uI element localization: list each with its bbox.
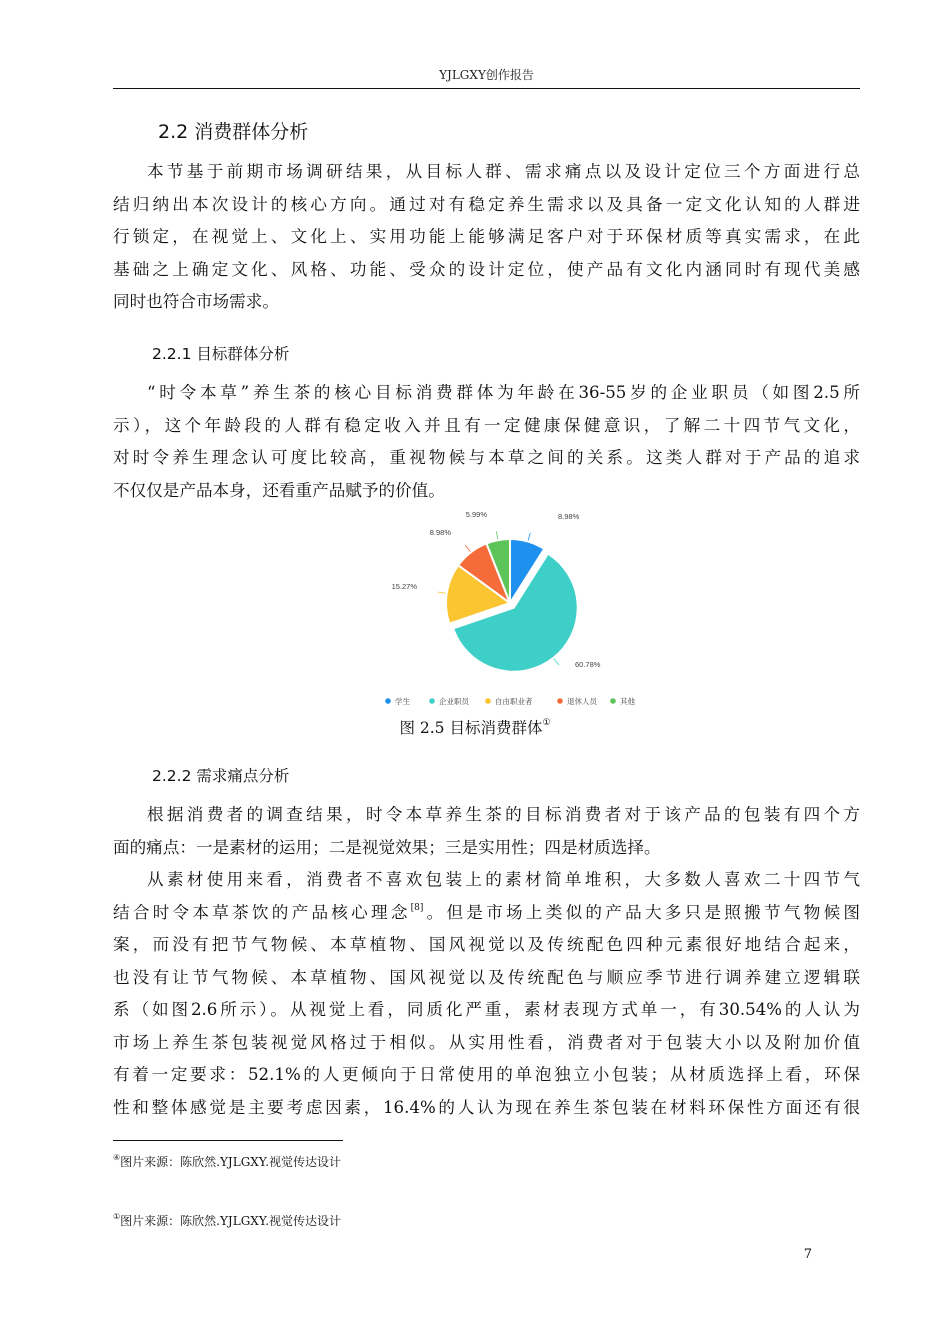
text-line: 本节基于前期市场调研结果，从目标人群、需求痛点以及设计定位三个方面进行总 <box>147 162 860 181</box>
text-line: 基础之上确定文化、风格、功能、受众的设计定位，使产品有文化内涵同时有现代美感 <box>113 259 860 279</box>
footnote-divider <box>113 1140 343 1141</box>
citation-ref: [8] <box>410 902 424 913</box>
text-line: 也没有让节气物候、本草植物、国风视觉以及传统配色与顺应季节进行调养建立逻辑联 <box>113 967 860 987</box>
text-line: 性和整体感觉是主要考虑因素，16.4%的人认为现在养生茶包装在材料环保性方面还有很 <box>113 1097 860 1117</box>
legend-swatch <box>385 698 391 704</box>
page-header: YJLGXY创作报告 <box>439 68 534 82</box>
pie-leader-line <box>554 659 559 665</box>
figure-caption-mark: ① <box>542 718 551 728</box>
text-line: 有着一定要求：52.1%的人更倾向于日常使用的单泡独立小包装；从材质选择上看，环保 <box>113 1065 860 1084</box>
section-intro-paragraph <box>113 156 860 319</box>
footnote <box>113 1153 341 1170</box>
pain-points-paragraph-1 <box>113 799 860 864</box>
pain-points-paragraph-2 <box>113 864 860 1124</box>
text-line: 结归纳出本次设计的核心方向。通过对有稳定养生需求以及具备一定文化认知的人群进 <box>113 194 860 214</box>
footnote <box>113 1212 341 1229</box>
legend-label: 退休人员 <box>567 697 597 706</box>
text-segment: 。但是市场上类似的产品大多只是照搬节气物候图 <box>423 902 860 922</box>
pie-data-label: 15.27% <box>391 582 417 591</box>
legend-label: 自由职业者 <box>495 697 533 706</box>
legend-swatch <box>610 698 616 704</box>
pie-leader-line <box>438 592 446 593</box>
pie-data-label: 8.98% <box>429 528 451 537</box>
pie-leader-line <box>496 531 497 539</box>
subsection-title-pain-points: 2.2.2 需求痛点分析 <box>152 767 290 785</box>
page-number: 7 <box>803 1247 812 1262</box>
text-line: 系（如图2.6所示）。从视觉上看，同质化严重，素材表现方式单一，有30.54%的人认为 <box>113 1000 860 1019</box>
text-line: 对时令养生理念认可度比较高，重视物候与本草之间的关系。这类人群对于产品的追求 <box>113 448 860 467</box>
legend-label: 学生 <box>395 697 410 706</box>
footnote-mark: ④ <box>113 1153 121 1162</box>
section-title: 2.2 消费群体分析 <box>158 121 309 143</box>
text-line: 案，而没有把节气物候、本草植物、国风视觉以及传统配色四种元素很好地结合起来， <box>113 935 860 954</box>
footnote-mark: ① <box>113 1212 121 1221</box>
legend-label: 其他 <box>620 697 635 706</box>
text-line: “时令本草”养生茶的核心目标消费群体为年龄在36-55岁的企业职员（如图2.5所 <box>147 383 860 402</box>
pie-leader-line <box>528 533 530 541</box>
text-line: 面的痛点：一是素材的运用；二是视觉效果；三是实用性；四是材质选择。 <box>113 837 661 857</box>
text-line: 根据消费者的调查结果，时令本草养生茶的目标消费者对于该产品的包装有四个方 <box>147 805 860 824</box>
legend-swatch <box>557 698 563 704</box>
text-line <box>113 897 860 930</box>
figure-caption <box>0 716 950 738</box>
header-divider <box>113 88 860 89</box>
text-line: 同时也符合市场需求。 <box>113 292 279 311</box>
pie-data-label: 8.98% <box>558 512 580 521</box>
text-segment: 结合时令本草茶饮的产品核心理念 <box>113 902 411 922</box>
target-group-paragraph <box>113 377 860 507</box>
text-line: 从素材使用来看，消费者不喜欢包装上的素材简单堆积，大多数人喜欢二十四节气 <box>147 870 860 889</box>
pie-leader-line <box>465 545 470 551</box>
footnote-text: 图片来源：陈欣然.YJLGXY.视觉传达设计 <box>120 1214 342 1228</box>
legend-swatch <box>429 698 435 704</box>
pie-data-label: 60.78% <box>575 660 601 669</box>
pie-data-label: 5.99% <box>465 510 487 519</box>
legend-swatch <box>485 698 491 704</box>
text-line: 不仅仅是产品本身，还看重产品赋予的价值。 <box>113 480 445 500</box>
legend-label: 企业职员 <box>439 697 469 706</box>
text-line: 市场上养生茶包装视觉风格过于相似。从实用性看，消费者对于包装大小以及附加价值 <box>113 1032 860 1052</box>
text-line: 示），这个年龄段的人群有稳定收入并且有一定健康保健意识，了解二十四节气文化， <box>113 415 860 435</box>
figure-caption-text: 图 2.5 目标消费群体 <box>399 719 543 737</box>
subsection-title-target-group: 2.2.1 目标群体分析 <box>152 345 290 363</box>
target-consumer-pie-chart <box>370 505 650 715</box>
footnote-text: 图片来源：陈欣然.YJLGXY.视觉传达设计 <box>120 1155 342 1169</box>
text-line: 行锁定，在视觉上、文化上、实用功能上能够满足客户对于环保材质等真实需求，在此 <box>113 227 860 246</box>
